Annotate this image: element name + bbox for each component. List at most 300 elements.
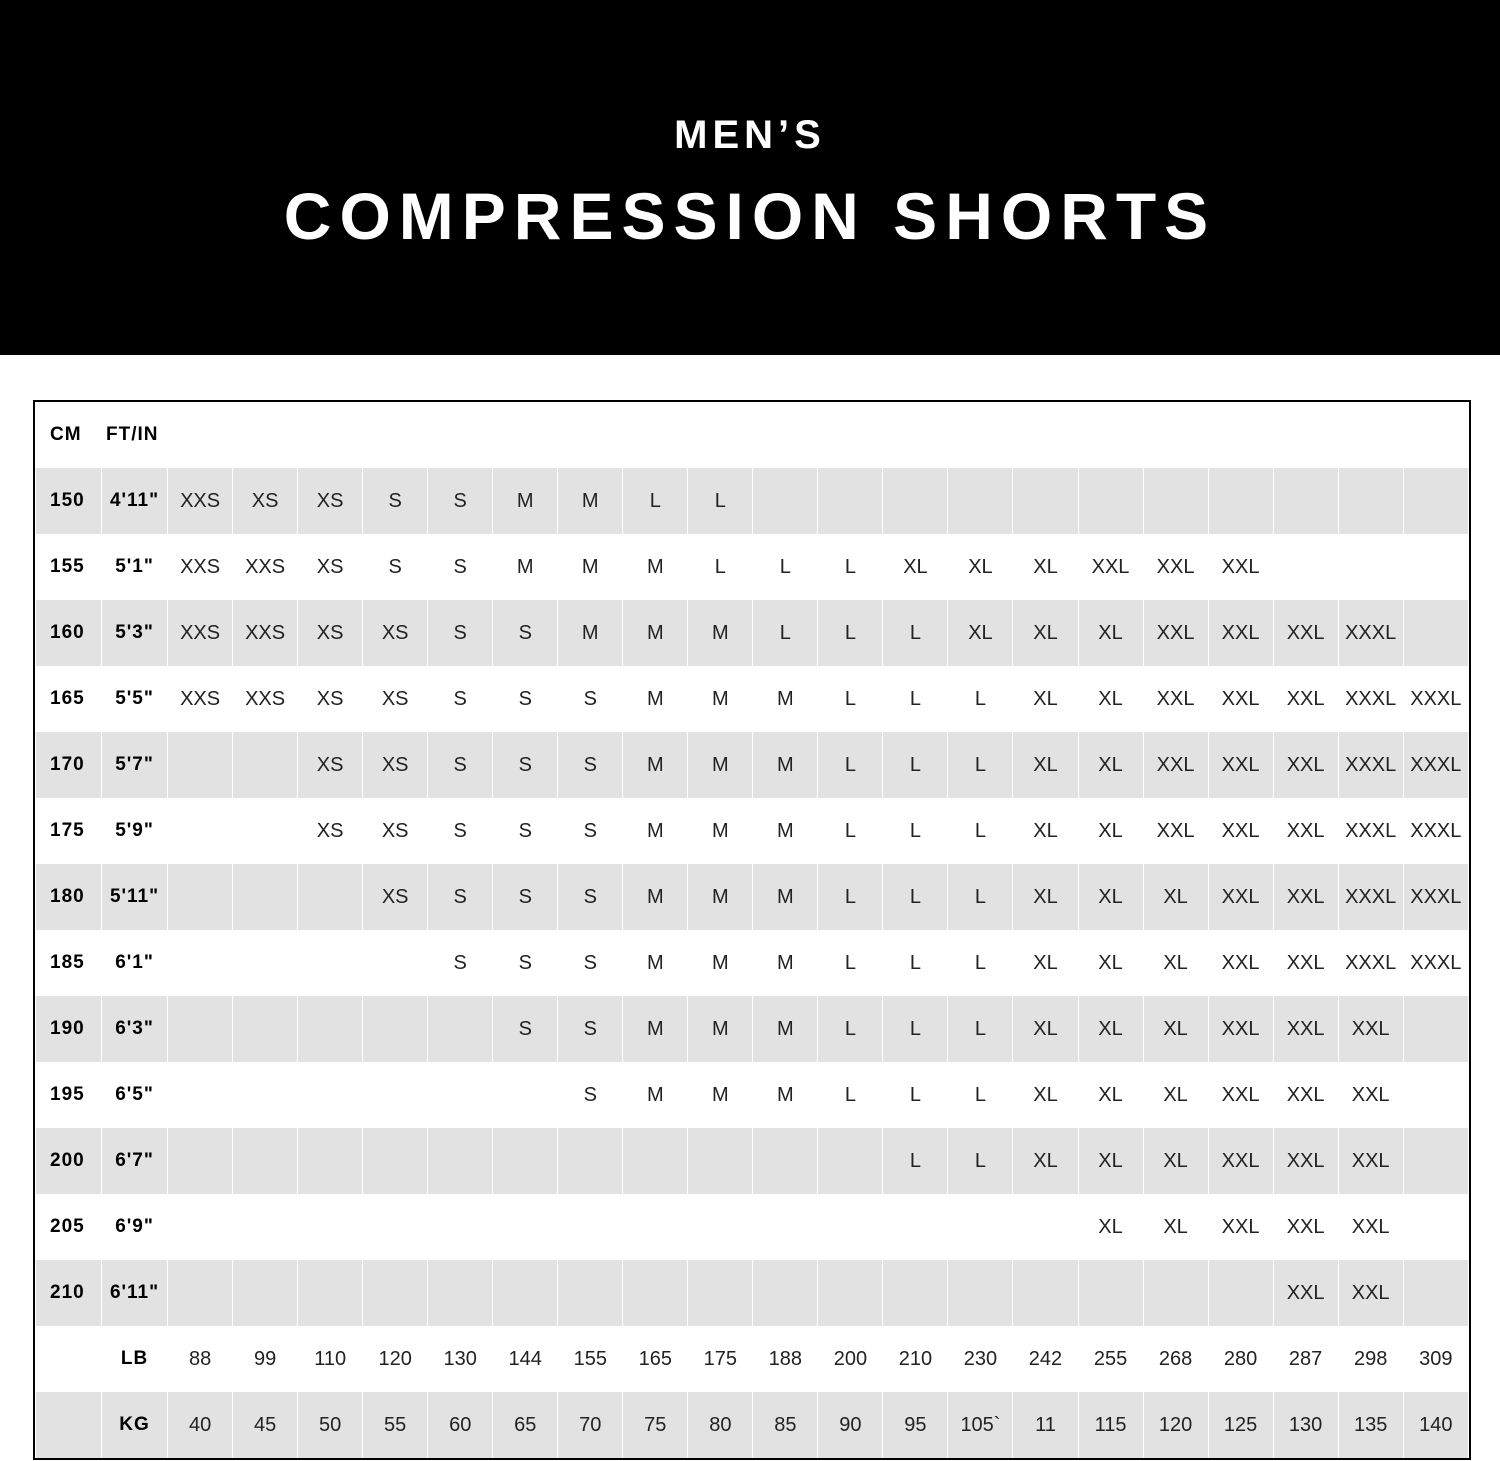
- size-cell: M: [688, 1062, 753, 1128]
- size-cell: XXXL: [1403, 798, 1468, 864]
- size-cell: XS: [363, 600, 428, 666]
- height-cm: 200: [36, 1128, 102, 1194]
- size-cell: L: [688, 534, 753, 600]
- size-cell: S: [493, 666, 558, 732]
- size-cell: [168, 930, 233, 996]
- lb-value: 200: [818, 1326, 883, 1392]
- size-cell: XXL: [1338, 1194, 1403, 1260]
- lb-value: 230: [948, 1326, 1013, 1392]
- size-cell: [1208, 468, 1273, 534]
- lb-value: 175: [688, 1326, 753, 1392]
- size-cell: S: [558, 996, 623, 1062]
- size-cell: [883, 468, 948, 534]
- size-cell: XL: [1143, 1128, 1208, 1194]
- size-cell: XS: [363, 864, 428, 930]
- size-cell: [298, 1062, 363, 1128]
- size-cell: XXL: [1273, 864, 1338, 930]
- size-cell: S: [428, 534, 493, 600]
- lb-value: 130: [428, 1326, 493, 1392]
- size-cell: L: [883, 864, 948, 930]
- size-cell: L: [948, 666, 1013, 732]
- height-ft: 6'11": [102, 1260, 168, 1326]
- size-cell: M: [753, 1062, 818, 1128]
- height-ft: 5'7": [102, 732, 168, 798]
- size-cell: XXXL: [1338, 732, 1403, 798]
- size-cell: XS: [298, 798, 363, 864]
- size-cell: XXL: [1143, 600, 1208, 666]
- size-cell: L: [948, 798, 1013, 864]
- size-cell: [1403, 1260, 1468, 1326]
- size-cell: [233, 864, 298, 930]
- size-cell: S: [558, 930, 623, 996]
- size-cell: XL: [1143, 864, 1208, 930]
- size-cell: M: [753, 930, 818, 996]
- size-cell: [168, 1260, 233, 1326]
- size-row: [36, 1128, 1469, 1194]
- size-cell: XXL: [1273, 1062, 1338, 1128]
- size-cell: [1078, 468, 1143, 534]
- size-cell: XXL: [1273, 996, 1338, 1062]
- size-row: [36, 732, 1469, 798]
- lb-spacer: [36, 1326, 102, 1392]
- size-cell: [753, 1194, 818, 1260]
- size-cell: M: [753, 864, 818, 930]
- size-cell: L: [818, 930, 883, 996]
- size-cell: [363, 1128, 428, 1194]
- size-cell: S: [428, 468, 493, 534]
- size-cell: [883, 1260, 948, 1326]
- size-cell: M: [623, 930, 688, 996]
- size-cell: L: [948, 1128, 1013, 1194]
- size-cell: [1403, 534, 1468, 600]
- kg-value: 75: [623, 1392, 688, 1458]
- size-row: [36, 600, 1469, 666]
- size-cell: XL: [948, 600, 1013, 666]
- size-cell: S: [363, 468, 428, 534]
- size-cell: XXL: [1208, 798, 1273, 864]
- size-cell: XXL: [1273, 798, 1338, 864]
- size-cell: [688, 1260, 753, 1326]
- size-cell: XXS: [168, 468, 233, 534]
- kg-value: 60: [428, 1392, 493, 1458]
- size-cell: XS: [298, 468, 363, 534]
- size-cell: [428, 1062, 493, 1128]
- size-cell: [1143, 468, 1208, 534]
- size-cell: [233, 930, 298, 996]
- size-cell: [1013, 1194, 1078, 1260]
- kg-value: 90: [818, 1392, 883, 1458]
- header-banner: [0, 0, 1500, 355]
- size-cell: S: [428, 732, 493, 798]
- size-cell: [428, 996, 493, 1062]
- lb-value: 242: [1013, 1326, 1078, 1392]
- lb-value: 165: [623, 1326, 688, 1392]
- lb-value: 268: [1143, 1326, 1208, 1392]
- size-cell: XL: [1078, 600, 1143, 666]
- size-cell: M: [623, 666, 688, 732]
- size-cell: [168, 1194, 233, 1260]
- size-cell: [1403, 1062, 1468, 1128]
- size-cell: [1143, 1260, 1208, 1326]
- lb-value: 298: [1338, 1326, 1403, 1392]
- kg-value: 50: [298, 1392, 363, 1458]
- size-cell: S: [428, 666, 493, 732]
- size-row: [36, 468, 1469, 534]
- size-cell: XL: [1078, 996, 1143, 1062]
- size-cell: [558, 1128, 623, 1194]
- size-cell: L: [883, 666, 948, 732]
- size-cell: [623, 1194, 688, 1260]
- size-cell: [948, 1194, 1013, 1260]
- size-cell: XL: [1143, 930, 1208, 996]
- size-cell: XXXL: [1338, 864, 1403, 930]
- size-cell: XXXL: [1338, 600, 1403, 666]
- size-cell: L: [818, 996, 883, 1062]
- size-cell: [688, 1194, 753, 1260]
- size-cell: L: [948, 1062, 1013, 1128]
- lb-value: 280: [1208, 1326, 1273, 1392]
- size-cell: XXL: [1273, 930, 1338, 996]
- size-cell: XL: [1143, 996, 1208, 1062]
- size-cell: [753, 468, 818, 534]
- height-cm: 190: [36, 996, 102, 1062]
- size-cell: L: [883, 996, 948, 1062]
- size-cell: XXL: [1143, 798, 1208, 864]
- kg-value: 140: [1403, 1392, 1468, 1458]
- height-ft: 5'9": [102, 798, 168, 864]
- size-cell: M: [623, 798, 688, 864]
- size-cell: L: [818, 1062, 883, 1128]
- size-cell: XL: [1013, 534, 1078, 600]
- size-cell: XXXL: [1403, 666, 1468, 732]
- size-cell: XXL: [1338, 1260, 1403, 1326]
- size-cell: S: [428, 930, 493, 996]
- height-cm: 155: [36, 534, 102, 600]
- size-cell: XS: [298, 732, 363, 798]
- size-cell: M: [688, 600, 753, 666]
- size-cell: L: [818, 666, 883, 732]
- lb-value: 110: [298, 1326, 363, 1392]
- height-ft: 5'1": [102, 534, 168, 600]
- size-row: [36, 864, 1469, 930]
- size-cell: L: [753, 534, 818, 600]
- size-cell: [233, 1194, 298, 1260]
- size-cell: XL: [1013, 930, 1078, 996]
- size-cell: XXL: [1143, 732, 1208, 798]
- size-cell: XS: [298, 600, 363, 666]
- size-cell: XL: [948, 534, 1013, 600]
- size-cell: [623, 1260, 688, 1326]
- size-cell: XL: [1013, 864, 1078, 930]
- size-cell: L: [883, 732, 948, 798]
- size-cell: XXL: [1273, 1260, 1338, 1326]
- size-cell: M: [688, 930, 753, 996]
- size-cell: XL: [1013, 600, 1078, 666]
- size-cell: [428, 1260, 493, 1326]
- size-cell: XXL: [1273, 600, 1338, 666]
- size-cell: L: [883, 1062, 948, 1128]
- size-cell: S: [558, 864, 623, 930]
- size-cell: [753, 1128, 818, 1194]
- size-cell: XXL: [1273, 732, 1338, 798]
- size-cell: M: [493, 534, 558, 600]
- size-cell: [623, 1128, 688, 1194]
- lb-value: 99: [233, 1326, 298, 1392]
- lb-value: 309: [1403, 1326, 1468, 1392]
- lb-value: 255: [1078, 1326, 1143, 1392]
- size-cell: XL: [1013, 1128, 1078, 1194]
- size-cell: [558, 1260, 623, 1326]
- size-cell: XXS: [168, 666, 233, 732]
- size-table-body: [36, 402, 1469, 1458]
- size-cell: [948, 1260, 1013, 1326]
- size-cell: [818, 1128, 883, 1194]
- size-cell: [1338, 468, 1403, 534]
- size-cell: XL: [1143, 1062, 1208, 1128]
- size-cell: [1403, 996, 1468, 1062]
- lb-row: [36, 1326, 1469, 1392]
- size-cell: [168, 798, 233, 864]
- kg-value: 130: [1273, 1392, 1338, 1458]
- size-cell: [818, 1260, 883, 1326]
- size-cell: XS: [363, 798, 428, 864]
- size-cell: XL: [1078, 864, 1143, 930]
- kg-spacer: [36, 1392, 102, 1458]
- size-cell: XL: [1013, 732, 1078, 798]
- size-cell: [298, 1260, 363, 1326]
- size-cell: L: [948, 996, 1013, 1062]
- height-ft: 6'9": [102, 1194, 168, 1260]
- height-cm: 195: [36, 1062, 102, 1128]
- height-ft: 6'5": [102, 1062, 168, 1128]
- size-cell: [233, 996, 298, 1062]
- size-cell: XL: [1013, 666, 1078, 732]
- size-cell: [1403, 1194, 1468, 1260]
- size-cell: [363, 996, 428, 1062]
- size-cell: S: [363, 534, 428, 600]
- size-cell: XXL: [1208, 666, 1273, 732]
- size-row: [36, 1260, 1469, 1326]
- lb-value: 188: [753, 1326, 818, 1392]
- size-cell: XXXL: [1403, 732, 1468, 798]
- size-cell: M: [753, 798, 818, 864]
- size-cell: [168, 996, 233, 1062]
- size-cell: [298, 1194, 363, 1260]
- size-cell: XS: [233, 468, 298, 534]
- size-cell: XL: [1013, 996, 1078, 1062]
- size-cell: [363, 1062, 428, 1128]
- size-cell: M: [623, 534, 688, 600]
- size-cell: [363, 1260, 428, 1326]
- size-row: [36, 666, 1469, 732]
- size-cell: M: [688, 798, 753, 864]
- size-cell: XS: [298, 666, 363, 732]
- size-cell: L: [688, 468, 753, 534]
- size-cell: M: [623, 732, 688, 798]
- size-cell: [168, 1062, 233, 1128]
- size-cell: S: [493, 930, 558, 996]
- size-cell: [233, 732, 298, 798]
- size-cell: S: [493, 732, 558, 798]
- size-cell: L: [623, 468, 688, 534]
- size-cell: S: [493, 798, 558, 864]
- size-cell: S: [558, 732, 623, 798]
- size-cell: XS: [298, 534, 363, 600]
- size-cell: XL: [1078, 1062, 1143, 1128]
- page-title: COMPRESSION SHORTS: [283, 179, 1217, 253]
- size-cell: XXL: [1208, 930, 1273, 996]
- size-cell: XXL: [1208, 1128, 1273, 1194]
- size-cell: M: [623, 600, 688, 666]
- height-ft: 5'3": [102, 600, 168, 666]
- size-cell: M: [753, 666, 818, 732]
- height-cm: 175: [36, 798, 102, 864]
- size-cell: [1208, 1260, 1273, 1326]
- size-cell: XXL: [1338, 1062, 1403, 1128]
- kg-value: 80: [688, 1392, 753, 1458]
- size-cell: XS: [363, 666, 428, 732]
- size-cell: L: [883, 798, 948, 864]
- size-cell: S: [558, 798, 623, 864]
- size-cell: L: [818, 864, 883, 930]
- size-cell: M: [493, 468, 558, 534]
- lb-value: 155: [558, 1326, 623, 1392]
- size-cell: XXL: [1143, 666, 1208, 732]
- height-ft: 6'3": [102, 996, 168, 1062]
- size-cell: XL: [1078, 798, 1143, 864]
- size-cell: XXS: [233, 666, 298, 732]
- size-cell: L: [818, 798, 883, 864]
- size-cell: [493, 1260, 558, 1326]
- height-cm: 185: [36, 930, 102, 996]
- size-cell: XXXL: [1403, 864, 1468, 930]
- size-cell: XXL: [1273, 1128, 1338, 1194]
- size-cell: XL: [1078, 1128, 1143, 1194]
- size-cell: M: [753, 732, 818, 798]
- ft-header: FT/IN: [102, 402, 168, 468]
- size-cell: XL: [1013, 1062, 1078, 1128]
- size-cell: [298, 1128, 363, 1194]
- size-cell: [493, 1062, 558, 1128]
- kg-value: 65: [493, 1392, 558, 1458]
- size-cell: L: [883, 600, 948, 666]
- size-cell: [298, 864, 363, 930]
- kg-value: 55: [363, 1392, 428, 1458]
- size-cell: [428, 1194, 493, 1260]
- kg-value: 125: [1208, 1392, 1273, 1458]
- lb-label: LB: [102, 1326, 168, 1392]
- size-cell: M: [558, 468, 623, 534]
- size-cell: XXL: [1273, 1194, 1338, 1260]
- lb-value: 88: [168, 1326, 233, 1392]
- height-cm: 150: [36, 468, 102, 534]
- size-cell: XXL: [1338, 996, 1403, 1062]
- size-cell: XXS: [168, 600, 233, 666]
- size-cell: [363, 930, 428, 996]
- kg-value: 95: [883, 1392, 948, 1458]
- size-cell: [1013, 468, 1078, 534]
- height-cm: 160: [36, 600, 102, 666]
- size-cell: XXL: [1338, 1128, 1403, 1194]
- height-cm: 170: [36, 732, 102, 798]
- size-cell: XXL: [1208, 864, 1273, 930]
- size-cell: M: [558, 600, 623, 666]
- kg-value: 105`: [948, 1392, 1013, 1458]
- size-cell: XL: [1078, 666, 1143, 732]
- size-cell: [753, 1260, 818, 1326]
- size-cell: [1403, 600, 1468, 666]
- size-cell: XL: [1013, 798, 1078, 864]
- size-cell: [168, 732, 233, 798]
- kg-value: 40: [168, 1392, 233, 1458]
- size-cell: XXL: [1143, 534, 1208, 600]
- size-cell: XXS: [233, 600, 298, 666]
- height-ft: 4'11": [102, 468, 168, 534]
- size-cell: [1273, 534, 1338, 600]
- size-cell: M: [558, 534, 623, 600]
- size-cell: [883, 1194, 948, 1260]
- height-cm: 165: [36, 666, 102, 732]
- size-cell: S: [428, 864, 493, 930]
- size-cell: [233, 1128, 298, 1194]
- lb-value: 210: [883, 1326, 948, 1392]
- size-cell: [493, 1194, 558, 1260]
- size-cell: L: [818, 600, 883, 666]
- size-cell: [168, 864, 233, 930]
- kg-value: 135: [1338, 1392, 1403, 1458]
- size-table: [35, 402, 1469, 1458]
- size-cell: XXL: [1208, 996, 1273, 1062]
- size-cell: XXXL: [1403, 930, 1468, 996]
- height-ft: 5'5": [102, 666, 168, 732]
- size-cell: [818, 468, 883, 534]
- size-cell: S: [428, 798, 493, 864]
- cm-header: CM: [36, 402, 102, 468]
- size-row: [36, 534, 1469, 600]
- size-cell: XXXL: [1338, 930, 1403, 996]
- size-cell: S: [558, 666, 623, 732]
- size-cell: L: [818, 732, 883, 798]
- size-cell: XXS: [168, 534, 233, 600]
- height-ft: 6'7": [102, 1128, 168, 1194]
- size-cell: XXL: [1078, 534, 1143, 600]
- size-cell: [948, 468, 1013, 534]
- size-cell: [168, 1128, 233, 1194]
- size-cell: XXS: [233, 534, 298, 600]
- size-cell: L: [818, 534, 883, 600]
- kg-value: 120: [1143, 1392, 1208, 1458]
- size-cell: M: [688, 864, 753, 930]
- size-cell: [233, 798, 298, 864]
- size-cell: XXL: [1208, 534, 1273, 600]
- size-cell: [233, 1062, 298, 1128]
- size-cell: [1403, 1128, 1468, 1194]
- size-cell: S: [493, 864, 558, 930]
- size-cell: [1273, 468, 1338, 534]
- size-cell: [298, 996, 363, 1062]
- kg-row: [36, 1392, 1469, 1458]
- size-row: [36, 996, 1469, 1062]
- kg-value: 115: [1078, 1392, 1143, 1458]
- size-cell: M: [688, 996, 753, 1062]
- size-cell: [1078, 1260, 1143, 1326]
- size-row: [36, 1062, 1469, 1128]
- size-cell: S: [558, 1062, 623, 1128]
- size-cell: L: [753, 600, 818, 666]
- size-cell: XS: [363, 732, 428, 798]
- size-cell: M: [753, 996, 818, 1062]
- size-chart: [33, 400, 1471, 1460]
